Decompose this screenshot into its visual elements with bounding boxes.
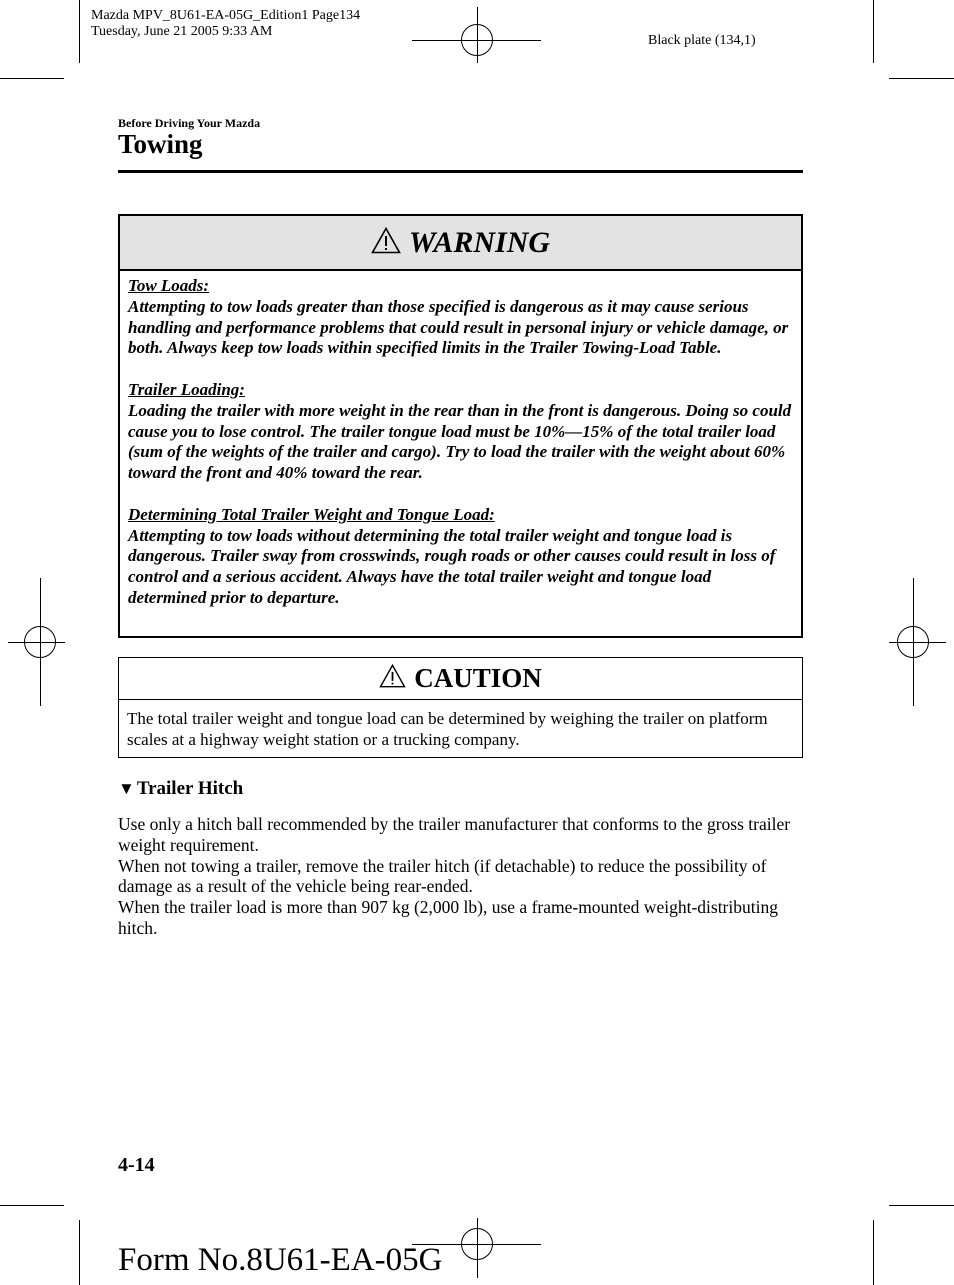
- print-header-line2: Tuesday, June 21 2005 9:33 AM: [91, 24, 273, 39]
- warning-item-subtitle: Tow Loads:: [128, 276, 210, 295]
- form-number: Form No.8U61-EA-05G: [118, 1242, 443, 1278]
- warning-item-subtitle: Trailer Loading:: [128, 379, 245, 399]
- print-header-line1: Mazda MPV_8U61-EA-05G_Edition1 Page134: [91, 8, 361, 23]
- body-paragraph: Use only a hitch ball recommended by the trailer manufacturer that conforms to the gross trailer weight requirement.: [118, 814, 791, 855]
- caution-header: [119, 658, 802, 700]
- body-text: [118, 814, 803, 939]
- caution-box: [118, 657, 803, 758]
- plate-label: Black plate (134,1): [648, 33, 756, 48]
- caution-title: CAUTION: [414, 663, 542, 693]
- title-rule: [118, 170, 803, 173]
- body-paragraph: When the trailer load is more than 907 kg (2,000 lb), use a frame-mounted weight-distributing hitch.: [118, 897, 778, 938]
- warning-item-text: Attempting to tow loads without determining the total trailer weight and tongue load is dangerous. Trailer sway from crosswinds, rough roads or other causes could result in loss of control and a serious accident. Always have the total trailer weight and tongue load determined prior to departure.: [128, 525, 776, 607]
- warning-item-total-weight: [128, 505, 793, 609]
- subsection-heading: [118, 778, 243, 800]
- warning-box: [118, 214, 803, 638]
- warning-body: [120, 271, 801, 609]
- warning-header: [120, 216, 801, 271]
- caution-triangle-icon: [379, 664, 406, 693]
- print-header: [91, 8, 360, 40]
- warning-title: WARNING: [408, 225, 551, 259]
- warning-item-tow-loads: [128, 276, 793, 359]
- caution-text: The total trailer weight and tongue load can be determined by weighing the trailer on platform scales at a highway weight station or a trucking company.: [127, 709, 768, 749]
- warning-item-subtitle: Determining Total Trailer Weight and Tongue Load:: [128, 504, 495, 524]
- warning-triangle-icon: [371, 227, 401, 259]
- warning-item-text: Attempting to tow loads greater than those specified is dangerous as it may cause serious handling and performance problems that could result in personal injury or vehicle damage, or both. Always keep tow loads within specified limits in the Trailer Towing-Load Table.: [128, 296, 789, 358]
- triangle-down-icon: ▼: [118, 779, 135, 798]
- page-title: Towing: [118, 129, 203, 159]
- page-number: 4-14: [118, 1154, 155, 1176]
- warning-item-trailer-loading: [128, 380, 793, 484]
- body-paragraph: When not towing a trailer, remove the trailer hitch (if detachable) to reduce the possibility of damage as a result of the vehicle being rear-ended.: [118, 855, 767, 897]
- warning-item-text: Loading the trailer with more weight in the rear than in the front is dangerous. Doing so could cause you to lose control. The trailer tongue load must be 10%―15% of the total trailer load (sum of the weights of the trailer and cargo). Try to load the trailer with the weight about 60% toward the front and 40% toward the rear.: [128, 400, 792, 483]
- section-label: Before Driving Your Mazda: [118, 116, 261, 130]
- subsection-title: Trailer Hitch: [136, 778, 244, 799]
